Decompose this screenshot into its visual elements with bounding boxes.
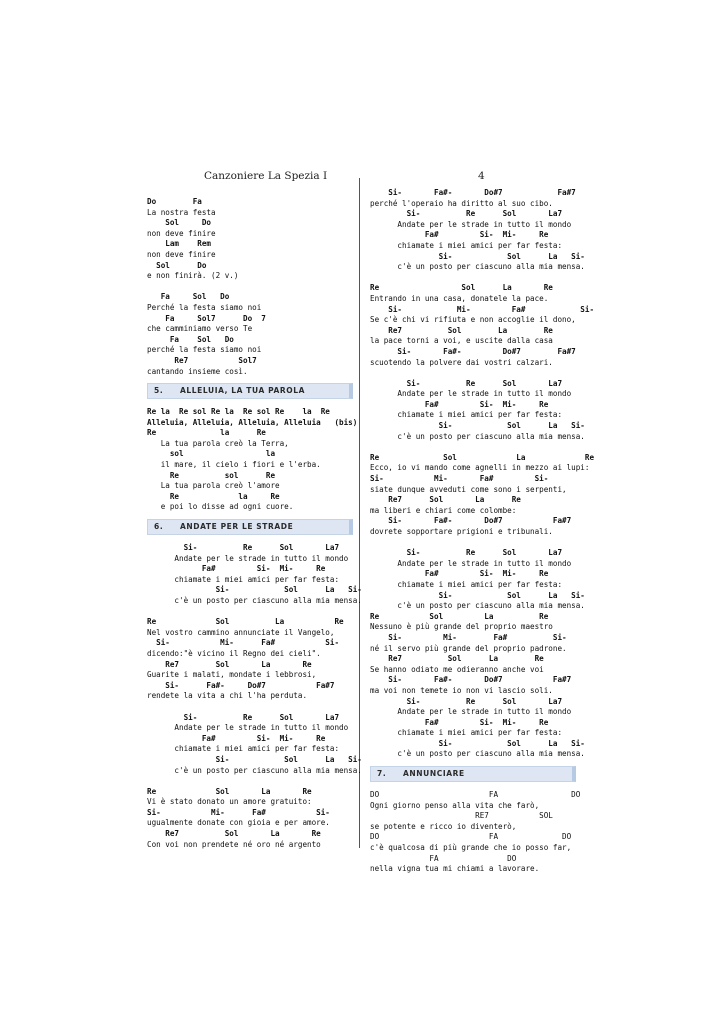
lyric-line: Nel vostro cammino annunciate il Vangelo, (147, 627, 335, 637)
chord-line: Fa# Si- Mi- Re (370, 230, 549, 240)
blank-line (147, 702, 361, 713)
blank-line (147, 282, 361, 293)
lyric-line: Entrando in una casa, donatele la pace. (370, 293, 549, 303)
chord-line: Alleluia, Alleluia, Alleluia, Alleluia (bis) (147, 417, 358, 427)
chord-line: Si- Mi- Fa# Si- (370, 304, 595, 314)
chord-line: Si- Sol La Si- (370, 738, 585, 748)
chord-line: Sol Do (147, 260, 207, 270)
chord-line: Re sol Re (147, 470, 276, 480)
lyric-line: RE7 SOL (370, 811, 553, 821)
chord-line: Re Sol La Re (370, 452, 595, 462)
lyric-line: scuotendo la polvere dai vostri calzari. (370, 357, 553, 367)
chord-line: Fa# Si- Mi- Re (370, 717, 549, 727)
lyric-line: chiamate i miei amici per far festa: (147, 574, 340, 584)
lyric-line: la pace torni a voi, e uscite dalla casa (370, 336, 553, 346)
lyric-line: ma liberi e chiari come colombe: (370, 505, 517, 515)
lyric-line: non deve finire (147, 228, 216, 238)
chord-line: Re la Re sol Re la Re sol Re la Re (147, 407, 330, 417)
lyric-line: e non finirà. (2 v.) (147, 271, 239, 281)
chord-line: Re Sol La Re (147, 786, 312, 796)
chord-line: Si- Fa#- Do#7 Fa#7 (370, 346, 576, 356)
lyric-line: c'è un posto per ciascuno alla mia mensa. (147, 596, 362, 605)
blank-line (370, 368, 584, 379)
chord-line: Re7 Sol7 (147, 355, 257, 365)
chord-line: Re7 Sol La Re (370, 325, 553, 335)
lyric-line: Ogni giorno penso alla vita che farò, (370, 800, 540, 810)
lyric-line: c'è un posto per ciascuno alla mia mensa. (370, 601, 585, 611)
chord-line: Fa Sol Do (147, 292, 230, 302)
chord-line: Si- Sol La Si- (147, 754, 362, 764)
lyric-line: Nessuno è più grande del proprio maestro (370, 622, 553, 632)
blank-line (370, 442, 584, 453)
lyric-line: FA DO (370, 853, 517, 863)
lyric-line: Andate per le strade in tutto il mondo (370, 219, 572, 229)
chord-line: Fa# Si- Mi- Re (370, 569, 549, 579)
chord-line: Si- Sol La Si- (370, 251, 585, 261)
lyric-line: cantando insieme così. (147, 366, 248, 376)
chord-line: Fa Sol Do (147, 334, 234, 344)
chord-line: sol la (147, 449, 276, 459)
chord-line: Si- Fa#- Do#7 Fa#7 (147, 680, 335, 690)
chord-line: Si- Mi- Fa# Si- (147, 638, 340, 648)
chord-line: Si- Sol La Si- (147, 585, 362, 595)
chord-line: Sol Do (147, 218, 212, 228)
chord-line: Re la Re (147, 428, 266, 438)
lyric-line: chiamate i miei amici per far festa: (370, 240, 563, 250)
blank-line (370, 273, 584, 284)
lyric-line: Andate per le strade in tutto il mondo (147, 723, 349, 733)
chord-line: Si- Fa#- Do#7 Fa#7 (370, 516, 572, 526)
lyric-line: La nostra festa (147, 207, 216, 217)
lyric-line: che camminiamo verso Te (147, 324, 253, 334)
chord-line: Si- Re Sol La7 (370, 548, 563, 558)
lyric-line: Andate per le strade in tutto il mondo (370, 558, 572, 568)
right-column (370, 188, 595, 875)
lyric-line: chiamate i miei amici per far festa: (370, 410, 563, 420)
chord-line: Si- Fa#- Do#7 Fa#7 (370, 188, 576, 197)
left-column (147, 197, 361, 850)
chord-line: Re7 Sol La Re (370, 654, 544, 664)
section-heading (147, 519, 353, 535)
lyric-line: siate dunque avveduti come sono i serpenti, (370, 484, 567, 494)
lyric-line: c'è qualcosa di più grande che io posso far, (370, 843, 572, 853)
section-title: ALLELUIA, LA TUA PAROLA (180, 385, 306, 395)
lyric-line: se potente e ricco io diventerò, (370, 821, 517, 831)
lyric-line: Ecco, io vi mando come agnelli in mezzo ai lupi: (370, 463, 590, 473)
lyric-line: non deve finire (147, 249, 216, 259)
chord-line: Si- Fa#- Do#7 Fa#7 (370, 675, 572, 685)
lyric-line: e poi lo disse ad ogni cuore. (147, 502, 294, 512)
chord-line: Re7 Sol La Re (147, 829, 321, 839)
lyric-line: né il servo più grande del proprio padrone. (370, 643, 567, 653)
chord-line: Re Sol La Re (370, 283, 553, 293)
section-heading (370, 766, 576, 782)
chord-line: Re7 Sol La Re (147, 659, 312, 669)
lyric-line: ugualmente donate con gioia e per amore. (147, 818, 330, 828)
lyric-line: c'è un posto per ciascuno alla mia mensa. (370, 262, 585, 272)
lyric-line: ma voi non temete io non vi lascio soli. (370, 685, 553, 695)
lyric-line: Con voi non prendete né oro né argento (147, 839, 321, 849)
lyric-line: nella vigna tua mi chiami a lavorare. (370, 864, 540, 874)
lyric-line: chiamate i miei amici per far festa: (147, 744, 340, 754)
chord-line: Si- Mi- Fa# Si- (147, 807, 330, 817)
page-number: 4 (478, 170, 485, 182)
lyric-line: La tua parola creò la Terra, (147, 438, 289, 448)
chord-line: Re Sol La Re (370, 611, 549, 621)
lyric-line: c'è un posto per ciascuno alla mia mensa. (147, 765, 362, 775)
lyric-line: perché l'operaio ha diritto al suo cibo. (370, 198, 553, 208)
section-title: ANDATE PER LE STRADE (180, 521, 294, 531)
chord-line: Si- Re Sol La7 (370, 209, 563, 219)
chord-line: Do Fa (147, 197, 202, 206)
lyric-line: chiamate i miei amici per far festa: (370, 579, 563, 589)
chord-line: Fa# Si- Mi- Re (147, 564, 326, 574)
lyric-line: Andate per le strade in tutto il mondo (147, 553, 349, 563)
chord-line: Si- Mi- Fa# Si- (370, 474, 549, 484)
chord-line: Si- Re Sol La7 (147, 712, 340, 722)
chord-line: Si- Mi- Fa# Si- (370, 632, 567, 642)
chord-line: Si- Sol La Si- (370, 421, 585, 431)
lyric-line: il mare, il cielo i fiori e l'erba. (147, 460, 321, 470)
lyric-line: Se c'è chi vi rifiuta e non accoglie il dono, (370, 315, 576, 325)
chord-line: Re la Re (147, 491, 280, 501)
section-number: 6. (154, 521, 164, 531)
chord-line: Re7 Sol La Re (370, 495, 521, 505)
lyric-line: rendete la vita a chi l'ha perduta. (147, 691, 308, 701)
blank-line (370, 538, 584, 549)
lyric-line: c'è un posto per ciascuno alla mia mensa. (370, 749, 585, 759)
lyric-line: Guarite i malati, mondate i lebbrosi, (147, 670, 317, 680)
lyric-line: La tua parola creò l'amore (147, 481, 280, 491)
blank-line (147, 607, 361, 618)
lyric-line: Andate per le strade in tutto il mondo (370, 389, 572, 399)
lyric-line: dovrete sopportare prigioni e tribunali. (370, 527, 553, 536)
lyric-line: DO FA DO (370, 790, 581, 800)
section-heading (147, 383, 353, 399)
chord-line: Fa Sol7 Do 7 (147, 313, 266, 323)
chord-line: Fa# Si- Mi- Re (147, 733, 326, 743)
header-title: Canzoniere La Spezia I (204, 170, 328, 182)
lyric-line: chiamate i miei amici per far festa: (370, 728, 563, 738)
lyric-line: DO FA DO (370, 832, 572, 842)
lyric-line: perché la festa siamo noi (147, 345, 262, 355)
section-number: 5. (154, 385, 164, 395)
lyric-line: Andate per le strade in tutto il mondo (370, 707, 572, 717)
lyric-line: dicendo:"è vicino il Regno dei cieli". (147, 648, 321, 658)
chord-line: Si- Re Sol La7 (147, 543, 340, 553)
chord-line: Si- Re Sol La7 (370, 696, 563, 706)
lyric-line: Se hanno odiato me odieranno anche voi (370, 664, 544, 674)
section-title: ANNUNCIARE (403, 768, 465, 778)
chord-line: Si- Sol La Si- (370, 590, 585, 600)
blank-line (147, 776, 361, 787)
chord-line: Fa# Si- Mi- Re (370, 399, 549, 409)
chord-line: Si- Re Sol La7 (370, 378, 563, 388)
section-number: 7. (377, 768, 387, 778)
lyric-line: Perché la festa siamo noi (147, 302, 262, 312)
lyric-line: c'è un posto per ciascuno alla mia mensa. (370, 431, 585, 441)
chord-line: Re Sol La Re (147, 617, 344, 627)
chord-line: Lam Rem (147, 239, 212, 249)
lyric-line: Vi è stato donato un amore gratuito: (147, 797, 312, 807)
